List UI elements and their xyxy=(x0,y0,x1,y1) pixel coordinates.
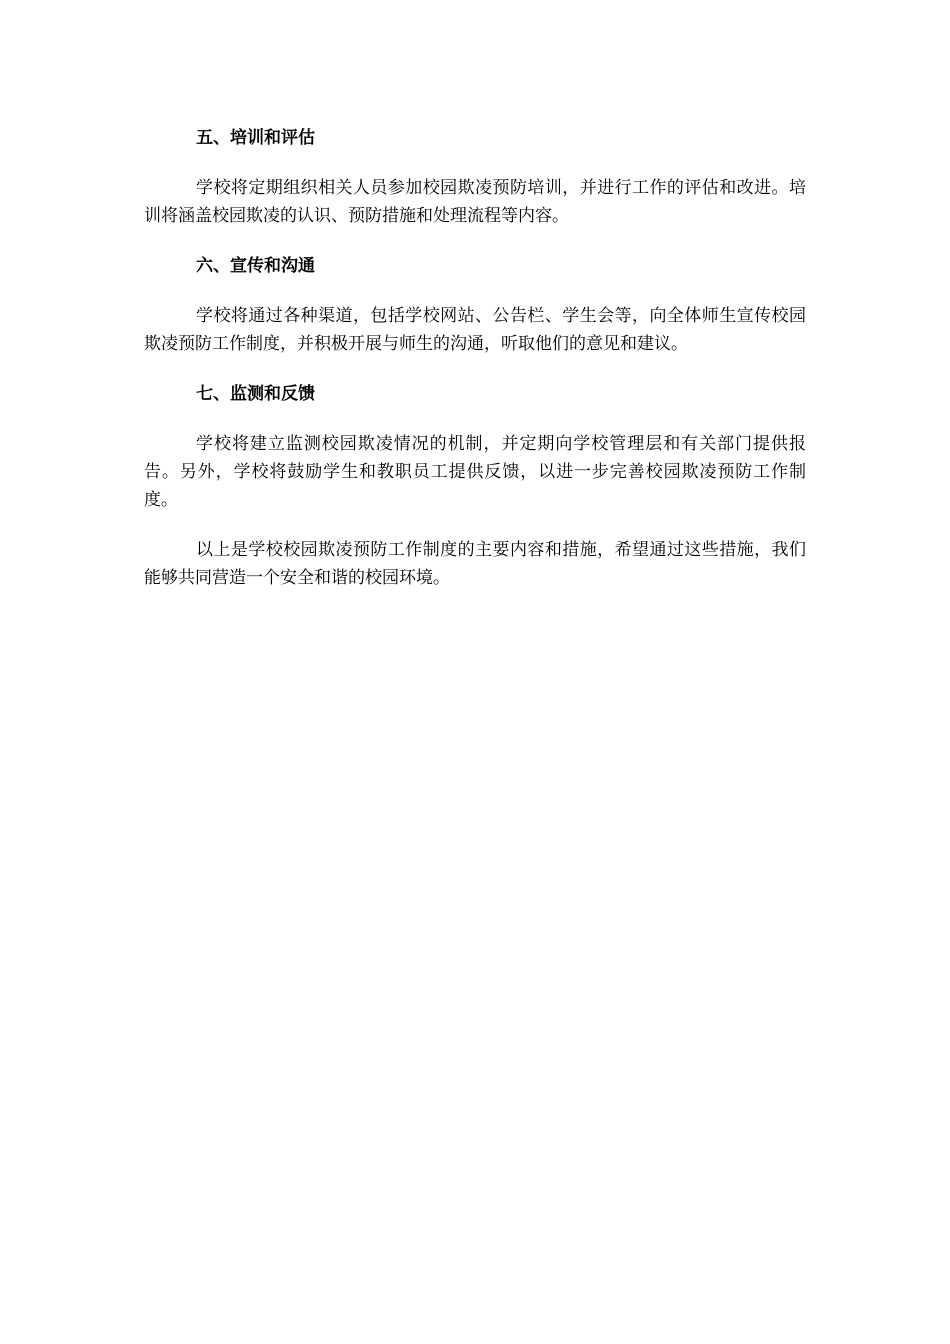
section-heading-publicity: 六、宣传和沟通 xyxy=(196,256,315,276)
section-heading-training: 五、培训和评估 xyxy=(196,128,315,148)
document-body xyxy=(144,124,806,614)
section-heading-monitoring: 七、监测和反馈 xyxy=(196,384,315,404)
section-paragraph-training: 学校将定期组织相关人员参加校园欺凌预防培训，并进行工作的评估和改进。培训将涵盖校园欺凌的认识、预防措施和处理流程等内容。 xyxy=(144,178,806,226)
conclusion-paragraph: 以上是学校校园欺凌预防工作制度的主要内容和措施，希望通过这些措施，我们能够共同营造一个安全和谐的校园环境。 xyxy=(144,540,806,588)
section-paragraph-publicity: 学校将通过各种渠道，包括学校网站、公告栏、学生会等，向全体师生宣传校园欺凌预防工作制度，并积极开展与师生的沟通，听取他们的意见和建议。 xyxy=(144,306,806,354)
section-paragraph-monitoring: 学校将建立监测校园欺凌情况的机制，并定期向学校管理层和有关部门提供报告。另外，学校将鼓励学生和教职员工提供反馈，以进一步完善校园欺凌预防工作制度。 xyxy=(144,434,806,510)
